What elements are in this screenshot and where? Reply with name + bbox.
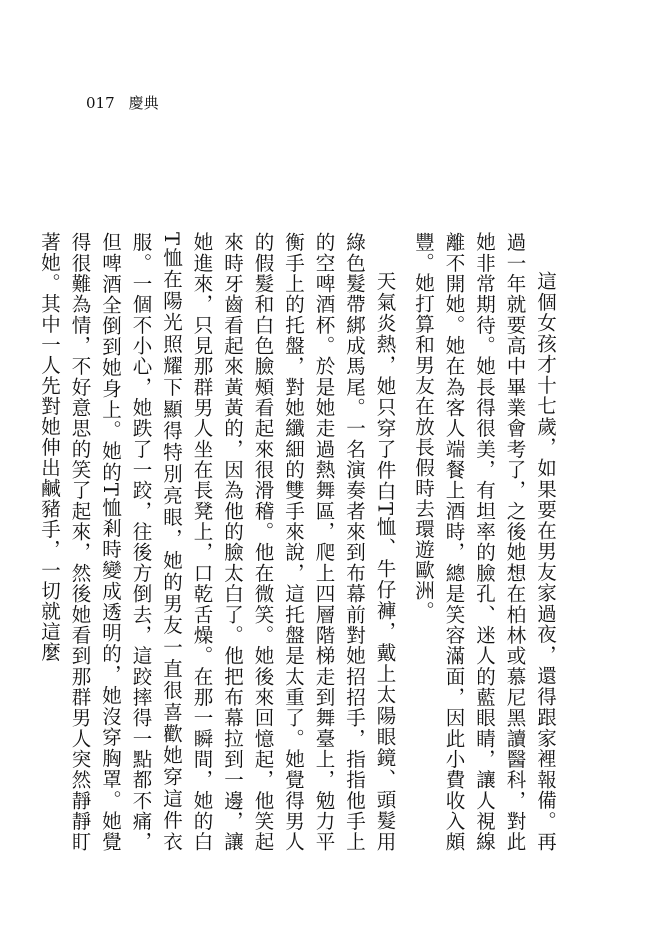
page-header xyxy=(86,92,159,113)
vertical-text-body xyxy=(38,232,560,852)
page-number: 017 xyxy=(86,94,115,112)
paragraph: 這個女孩才十七歲，如果要在男友家過夜，還得跟家裡報備。再過一年就要高中畢業會考了，之後她想在柏林或慕尼黑讀醫科，對此她非常期待。她長得很美，有坦率的臉孔、迷人的藍眼睛，讓人視線離不開她。她在為客人端餐上酒時，總是笑容滿面，因此小費收入頗豐。她打算和男友在放長假時去環遊歐洲。 xyxy=(412,232,557,852)
running-title: 慶典 xyxy=(128,94,159,112)
paragraph: 天氣炎熱，她只穿了件白T恤、牛仔褲，戴上太陽眼鏡、頭髮用綠色髮帶綁成馬尾。一名演奏者來到布幕前對她招招手，指指他手上的空啤酒杯。於是她走過熱舞區，爬上四層階梯走到舞臺上，勉力平衡手上的托盤，對她纖細的雙手來說，這托盤是太重了。她覺得男人的假髮和白色臉頰看起來很滑稽。他在微笑。她後來回憶起，他笑起來時牙齒看起來黃黃的，因為他的臉太白了。他把布幕拉到一邊，讓她進來，只見那群男人坐在長凳上，口乾舌燥。在那一瞬間，她的白T恤在陽光照耀下顯得特別亮眼，她的男友一直很喜歡她穿這件衣服。一個不小心，她跌了一跤，往後方倒去，這跤摔得一點都不痛，但啤酒全倒到她身上。她的T恤剎時變成透明的，她沒穿胸罩。她覺得很難為情，不好意思的笑了起來，然後她看到那群男人突然靜靜盯著她。其中一人先對她伸出鹹豬手，一切就這麼 xyxy=(38,232,397,852)
